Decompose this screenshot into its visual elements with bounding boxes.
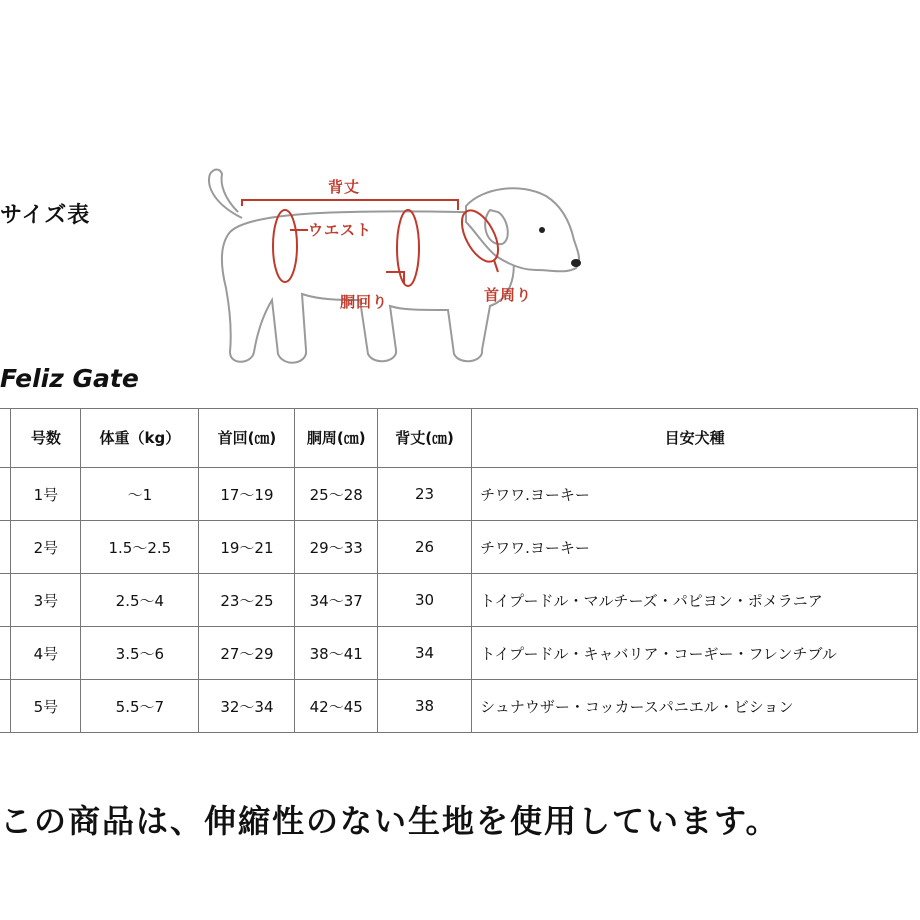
fabric-notice: この商品は、伸縮性のない生地を使用しています。: [0, 802, 780, 840]
brand-name: Feliz Gate: [0, 364, 139, 393]
header-cell-weight: 体重（kg）: [81, 409, 199, 468]
header-cell-size: 号数: [11, 409, 81, 468]
table-cell-blank: [0, 627, 11, 680]
dog-nose: [571, 259, 581, 267]
back-length-label: 背丈: [328, 178, 361, 196]
table-cell-breed: チワワ.ヨーキー: [472, 468, 918, 521]
table-header-row: [0, 409, 918, 468]
table-cell-breed: チワワ.ヨーキー: [472, 521, 918, 574]
header-cell-back-length: 背丈(㎝): [377, 409, 471, 468]
table-row: [0, 680, 918, 733]
header-cell-chest: 胴周(㎝): [295, 409, 378, 468]
table-cell-chest: 29～33: [295, 521, 378, 574]
size-chart-title: サイズ表: [0, 203, 91, 228]
table-cell-weight: 3.5～6: [81, 627, 199, 680]
table-cell-neck: 19～21: [199, 521, 295, 574]
table-cell-chest: 38～41: [295, 627, 378, 680]
chest-label: 胴回り: [340, 293, 389, 311]
neck-label: 首周り: [484, 286, 533, 304]
table-cell-weight: 5.5～7: [81, 680, 199, 733]
table-cell-chest: 42～45: [295, 680, 378, 733]
table-cell-breed: トイプードル・マルチーズ・パピヨン・ポメラニア: [472, 574, 918, 627]
table-cell-chest: 34～37: [295, 574, 378, 627]
waist-label: ウエスト: [308, 221, 373, 239]
table-cell-neck: 17～19: [199, 468, 295, 521]
size-table: [0, 408, 918, 733]
table-cell-blank: [0, 680, 11, 733]
table-cell-neck: 27～29: [199, 627, 295, 680]
table-cell-back-length: 23: [377, 468, 471, 521]
table-cell-breed: トイプードル・キャバリア・コーギー・フレンチブル: [472, 627, 918, 680]
table-cell-blank: [0, 574, 11, 627]
back-length-measure-line: [242, 200, 458, 210]
table-cell-back-length: 34: [377, 627, 471, 680]
dog-tail: [209, 170, 242, 219]
table-cell-back-length: 30: [377, 574, 471, 627]
table-row: [0, 627, 918, 680]
table-cell-weight: ～1: [81, 468, 199, 521]
table-cell-back-length: 38: [377, 680, 471, 733]
table-cell-chest: 25～28: [295, 468, 378, 521]
table-cell-weight: 2.5～4: [81, 574, 199, 627]
table-cell-blank: [0, 521, 11, 574]
dog-eye: [539, 227, 545, 233]
header-cell-neck: 首回(㎝): [199, 409, 295, 468]
table-cell-blank: [0, 468, 11, 521]
table-cell-size: 4号: [11, 627, 81, 680]
table-row: [0, 468, 918, 521]
table-cell-size: 1号: [11, 468, 81, 521]
table-row: [0, 521, 918, 574]
table-cell-size: 3号: [11, 574, 81, 627]
table-cell-breed: シュナウザー・コッカースパニエル・ビション: [472, 680, 918, 733]
table-cell-neck: 23～25: [199, 574, 295, 627]
dog-measurement-diagram: [190, 160, 610, 385]
table-row: [0, 574, 918, 627]
table-cell-size: 2号: [11, 521, 81, 574]
header-cell-breed: 目安犬種: [472, 409, 918, 468]
table-cell-weight: 1.5～2.5: [81, 521, 199, 574]
table-cell-neck: 32～34: [199, 680, 295, 733]
dog-outline-illustration: [190, 160, 610, 385]
header-cell-blank: [0, 409, 11, 468]
table-cell-back-length: 26: [377, 521, 471, 574]
table-cell-size: 5号: [11, 680, 81, 733]
